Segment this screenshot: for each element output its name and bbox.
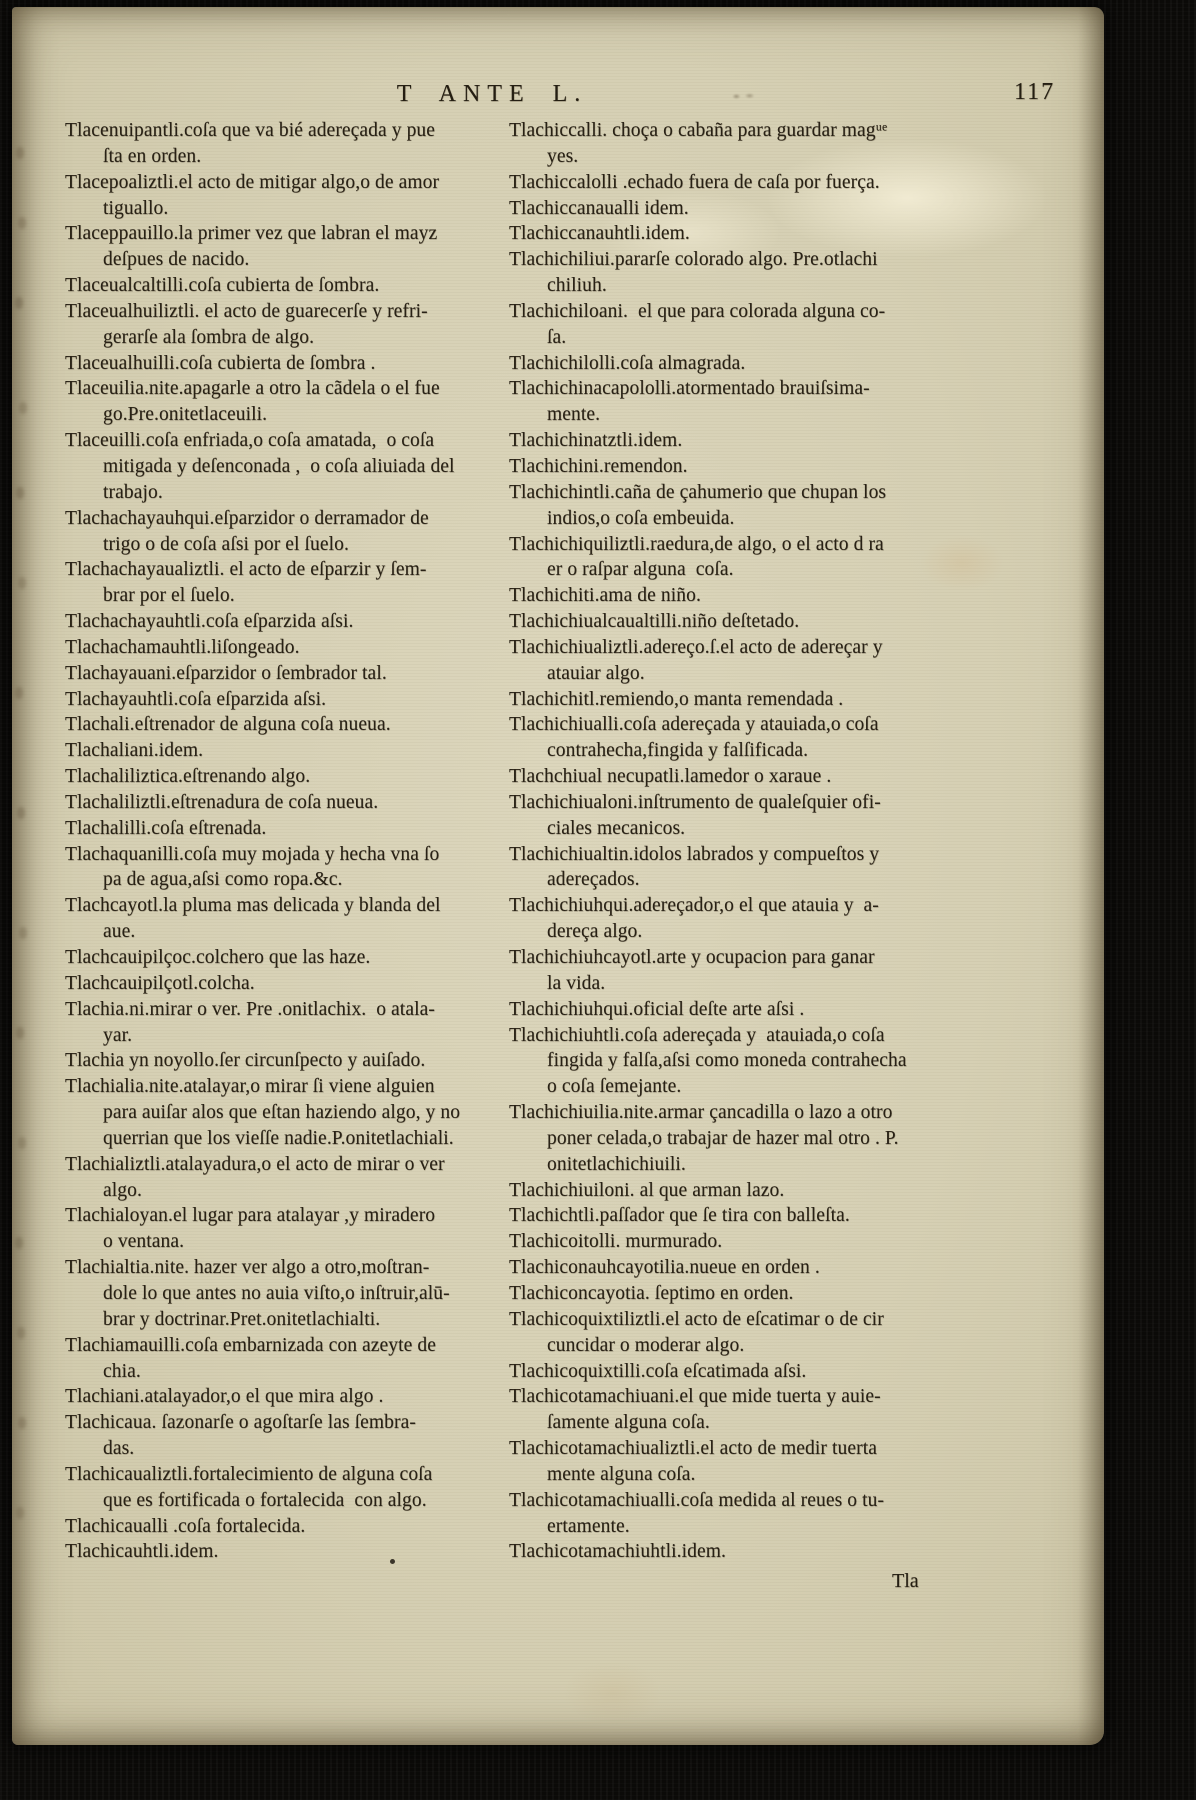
dictionary-entry [509,1384,987,1436]
dictionary-entry [65,661,511,687]
dictionary-entry [65,351,511,377]
entry-headword-line: Tlachiccanaualli idem. [509,197,689,219]
ink-smudge [728,91,758,103]
entry-headword-line: Tlachicaua. ſazonarſe o agoſtarſe las ſembra- [65,1412,416,1434]
entry-continuation-line: atauiar algo. [547,662,645,684]
entry-continuation-line: ſta en orden. [103,145,202,167]
left-column [65,118,511,1565]
entry-headword-line: Tlachichiuhcayotl.arte y ocupacion para ganar [509,947,875,968]
entry-headword-line: Tlachichiualoni.inſtrumento de qualeſquier ofi- [509,791,881,813]
entry-headword-line: Tlacenuipantli.coſa que va bié adereçada y pue [65,120,436,141]
entry-headword-line: Tlachchiual necupatli.lamedor o xaraue . [509,766,832,788]
entry-continuation-line: algo. [103,1179,142,1201]
entry-headword-line: Tlachichiualiztli.adereço.ſ.el acto de adereçar y [509,636,883,658]
entry-continuation-line: ertamente. [547,1515,630,1537]
entry-continuation-line: ſamente alguna coſa. [547,1412,710,1434]
entry-continuation-line: la vida. [547,972,606,994]
dictionary-entry [509,790,987,842]
dictionary-entry [509,687,987,713]
entry-continuation-line: yar. [103,1024,133,1046]
entry-continuation-line: mente. [547,404,601,426]
entry-continuation-line: yes. [547,145,579,167]
dictionary-entry [65,557,511,609]
entry-headword-line: Tlachichiliui.pararſe colorado algo. Pre.otlachi [509,249,878,271]
entry-headword-line: Tlachicaualiztli.fortalecimiento de alguna coſa [65,1463,433,1485]
dictionary-entry [509,583,987,609]
folio-number: 117 [1014,79,1056,105]
dictionary-entry [509,764,987,790]
entry-headword-line: Tlachaliani.idem. [65,740,204,762]
catchword: Tla [892,1570,919,1592]
dictionary-entry [65,687,511,713]
entry-headword-line: Tlachicotamachiualiztli.el acto de medir tuerta [509,1438,877,1460]
dictionary-entry [65,506,511,558]
entry-continuation-line: er o raſpar alguna coſa. [547,559,734,581]
entry-continuation-line: o ventana. [103,1231,185,1253]
entry-continuation-line: querrian que los vieſſe nadie.P.onitetlachiali. [103,1127,454,1149]
entry-headword-line: Tlaceuilli.coſa enfriada,o coſa amatada, o coſa [65,430,435,452]
right-column [509,118,987,1565]
entry-headword-line: Tlachichinacapololli.atormentado brauiſsima- [509,378,870,400]
entry-continuation-line: cuncidar o moderar algo. [547,1334,745,1356]
dictionary-entry [509,1255,987,1281]
dictionary-entry [509,118,987,170]
entry-continuation-line: mente alguna coſa. [547,1463,696,1485]
entry-headword-line: Tlachichilolli.coſa almagrada. [509,352,746,374]
entry-continuation-line: chia. [103,1360,141,1382]
dictionary-entry [65,1384,511,1410]
dictionary-entry [509,997,987,1023]
dictionary-entry [65,1333,511,1385]
dictionary-entry [65,1048,511,1074]
entry-continuation-line: brar y doctrinar.Pret.onitetlachialti. [103,1308,381,1330]
dictionary-entry [509,893,987,945]
entry-headword-line: Tlachicotamachiualli.coſa medida al reues o tu- [509,1489,885,1511]
dictionary-entry [65,997,511,1049]
dictionary-entry [509,1203,987,1229]
dictionary-entry [509,1281,987,1307]
entry-headword-line: Tlachiani.atalayador,o el que mira algo . [65,1386,384,1408]
entry-continuation-line: trigo o de coſa aſsi por el ſuelo. [103,533,349,555]
dictionary-entry [509,945,987,997]
dictionary-entry [65,945,511,971]
entry-headword-line: Tlachaliliztli.eſtrenadura de coſa nueua. [65,791,379,813]
dictionary-entry [65,635,511,661]
dictionary-entry [65,1152,511,1204]
entry-headword-line: Tlachayauhtli.coſa eſparzida aſsi. [65,688,327,710]
entry-headword-line: Tlachichiualtin.idolos labrados y compueſtos y [509,843,880,865]
entry-headword-line: Tlachichiuilia.nite.armar çancadilla o lazo a otro [509,1102,893,1124]
entry-continuation-line: indios,o coſa embeuida. [547,507,735,529]
entry-headword-line: Tlachichiti.ama de niño. [509,585,701,607]
running-head: T ANTE L. [396,81,588,107]
entry-headword-line: Tlachalilli.coſa eſtrenada. [65,817,267,839]
entry-continuation-line: pa de agua,aſsi como ropa.&c. [103,869,343,891]
entry-continuation-line: contrahecha,fingida y falſificada. [547,740,809,762]
dictionary-entry [65,1203,511,1255]
dictionary-entry [65,842,511,894]
entry-continuation-line: fingida y falſa,aſsi como moneda contrahecha [547,1050,907,1072]
entry-continuation-line: go.Pre.onitetlaceuili. [103,404,268,426]
entry-headword-line: Tlachialtia.nite. hazer ver algo a otro,moſtran- [65,1257,430,1279]
dictionary-entry [509,454,987,480]
entry-headword-line: Tlachiccalli. choça o cabaña para guardar magᵘᵉ [509,120,888,141]
entry-headword-line: Tlachia yn noyollo.ſer circunſpecto y auiſado. [65,1050,426,1072]
dictionary-entry [65,738,511,764]
entry-headword-line: Tlachichini.remendon. [509,455,688,477]
entry-continuation-line: ciales mecanicos. [547,817,686,839]
entry-continuation-line: adereçados. [547,869,640,891]
binding-gutter-shadow [1078,7,1104,1745]
ink-bleedthrough-marks [16,147,24,159]
dictionary-entry [65,816,511,842]
entry-headword-line: Tlachiccanauhtli.idem. [509,223,690,245]
entry-headword-line: Tlachichiquiliztli.raedura,de algo, o el acto d ra [509,533,884,555]
dictionary-entry [65,428,511,506]
dictionary-entry [65,1462,511,1514]
entry-continuation-line: ſa. [547,326,567,348]
entry-headword-line: Tlachaquanilli.coſa muy mojada y hecha vna ſo [65,843,440,865]
dictionary-entry [509,196,987,222]
dictionary-entry [509,247,987,299]
dictionary-entry [65,118,511,170]
dictionary-entry [509,480,987,532]
entry-headword-line: Tlachichiualcaualtilli.niño deſtetado. [509,611,800,633]
entry-continuation-line: para auiſar alos que eſtan haziendo algo, y no [103,1102,461,1124]
dictionary-entry [509,376,987,428]
dictionary-entry [509,1100,987,1178]
entry-headword-line: Tlaceppauillo.la primer vez que labran el mayz [65,223,438,245]
dictionary-entry [509,1178,987,1204]
entry-continuation-line: brar por el ſuelo. [103,585,235,607]
entry-continuation-line: dereça algo. [547,921,643,943]
entry-continuation-line: trabajo. [103,481,163,503]
dictionary-entry [65,299,511,351]
dictionary-entry [509,351,987,377]
dictionary-entry [65,1539,511,1565]
entry-headword-line: Tlachichiuhtli.coſa adereçada y atauiada,o coſa [509,1024,885,1046]
entry-headword-line: Tlachachamauhtli.liſongeado. [65,636,300,658]
dictionary-entry [509,712,987,764]
dictionary-entry [509,221,987,247]
entry-headword-line: Tlachaliliztica.eſtrenando algo. [65,766,311,788]
dictionary-entry [65,764,511,790]
entry-headword-line: Tlachichiualli.coſa adereçada y atauiada,o coſa [509,714,879,736]
dictionary-entry [65,893,511,945]
entry-continuation-line: deſpues de nacido. [103,249,250,271]
entry-headword-line: Tlaceualhuilli.coſa cubierta de ſombra . [65,352,376,374]
entry-continuation-line: poner celada,o trabajar de hazer mal otro . P. [547,1127,899,1149]
entry-headword-line: Tlachicaualli .coſa fortalecida. [65,1515,306,1537]
entry-headword-line: Tlachiamauilli.coſa embarnizada con azeyte de [65,1334,437,1356]
dictionary-entry [65,170,511,222]
dictionary-entry [65,1514,511,1540]
entry-headword-line: Tlaceualcaltilli.coſa cubierta de ſombra. [65,275,380,297]
entry-headword-line: Tlaceualhuiliztli. el acto de guarecerſe y refri- [65,300,428,322]
dictionary-entry [509,609,987,635]
dictionary-entry [509,299,987,351]
entry-headword-line: Tlachcauipilçoc.colchero que las haze. [65,947,371,968]
entry-headword-line: Tlachichitl.remiendo,o manta remendada . [509,688,844,710]
entry-headword-line: Tlachcayotl.la pluma mas delicada y blanda del [65,895,441,917]
page-paper [12,7,1104,1745]
entry-headword-line: Tlachicoitolli. murmurado. [509,1231,723,1253]
dictionary-entry [65,1074,511,1152]
entry-headword-line: Tlachayauani.eſparzidor o ſembrador tal. [65,662,387,684]
dictionary-entry [509,842,987,894]
dictionary-entry [509,532,987,584]
entry-headword-line: Tlachali.eſtrenador de alguna coſa nueua. [65,714,391,736]
entry-continuation-line: das. [103,1438,135,1460]
entry-headword-line: Tlachicoquixtiliztli.el acto de eſcatimar o de cir [509,1308,884,1330]
entry-headword-line: Tlachichtli.paſſador que ſe tira con balleſta. [509,1205,850,1227]
entry-headword-line: Tlacepoaliztli.el acto de mitigar algo,o de amor [65,171,440,193]
dictionary-entry [509,1359,987,1385]
entry-headword-line: Tlachichiuhqui.oficial deſte arte aſsi . [509,998,805,1020]
entry-continuation-line: tiguallo. [103,197,169,219]
dictionary-entry [65,790,511,816]
dictionary-entry [65,1410,511,1462]
entry-headword-line: Tlaceuilia.nite.apagarle a otro la cãdela o el fue [65,378,440,400]
dictionary-entry [509,635,987,687]
entry-headword-line: Tlachiconcayotia. ſeptimo en orden. [509,1282,794,1304]
entry-headword-line: Tlachicauhtli.idem. [65,1541,219,1563]
entry-continuation-line: dole lo que antes no auia viſto,o inſtruir,alū- [103,1282,450,1304]
entry-headword-line: Tlachialoyan.el lugar para atalayar ,y miradero [65,1205,436,1227]
entry-headword-line: Tlachichinatztli.idem. [509,430,683,452]
dictionary-entry [509,1436,987,1488]
dictionary-entry [509,428,987,454]
entry-headword-line: Tlachia.ni.mirar o ver. Pre .onitlachix. o atala- [65,998,435,1020]
entry-headword-line: Tlachichintli.caña de çahumerio que chupan los [509,481,887,503]
entry-headword-line: Tlachializtli.atalayadura,o el acto de mirar o ver [65,1153,445,1175]
entry-continuation-line: onitetlachichiuili. [547,1153,686,1175]
entry-headword-line: Tlachichiuhqui.adereçador,o el que atauia y a- [509,895,879,917]
dictionary-entry [509,1488,987,1540]
entry-continuation-line: aue. [103,921,136,943]
entry-headword-line: Tlachichiuiloni. al que arman lazo. [509,1179,785,1201]
dictionary-entry [65,1255,511,1333]
entry-headword-line: Tlachcauipilçotl.colcha. [65,972,255,994]
entry-headword-line: Tlachialia.nite.atalayar,o mirar ſi viene alguien [65,1076,435,1098]
entry-headword-line: Tlachiccalolli .echado fuera de caſa por fuerça. [509,171,880,193]
dictionary-entry [65,376,511,428]
dictionary-entry [509,170,987,196]
dictionary-entry [65,221,511,273]
entry-continuation-line: chiliuh. [547,275,607,297]
entry-headword-line: Tlachachayauhtli.coſa eſparzida aſsi. [65,611,354,633]
dictionary-entry [65,273,511,299]
dictionary-entry [509,1539,987,1565]
entry-headword-line: Tlachicotamachiuani.el que mide tuerta y auie- [509,1386,881,1408]
dictionary-entry [65,609,511,635]
entry-headword-line: Tlachiconauhcayotilia.nueue en orden . [509,1257,820,1279]
entry-continuation-line: gerarſe ala ſombra de algo. [103,326,315,348]
entry-headword-line: Tlachachayaualiztli. el acto de eſparzir y ſem- [65,559,427,581]
dictionary-entry [509,1307,987,1359]
entry-continuation-line: mitigada y deſenconada , o coſa aliuiada del [103,455,455,477]
entry-continuation-line: que es fortificada o fortalecida con algo. [103,1489,427,1511]
entry-headword-line: Tlachachayauhqui.eſparzidor o derramador de [65,507,429,529]
dictionary-entry [509,1229,987,1255]
entry-headword-line: Tlachichiloani. el que para colorada alguna co- [509,300,886,322]
entry-headword-line: Tlachicotamachiuhtli.idem. [509,1541,727,1563]
dictionary-entry [509,1023,987,1101]
dictionary-entry [65,971,511,997]
entry-headword-line: Tlachicoquixtilli.coſa eſcatimada aſsi. [509,1360,807,1382]
entry-continuation-line: o coſa ſemejante. [547,1076,682,1098]
ink-dot [390,1559,395,1564]
dictionary-entry [65,712,511,738]
